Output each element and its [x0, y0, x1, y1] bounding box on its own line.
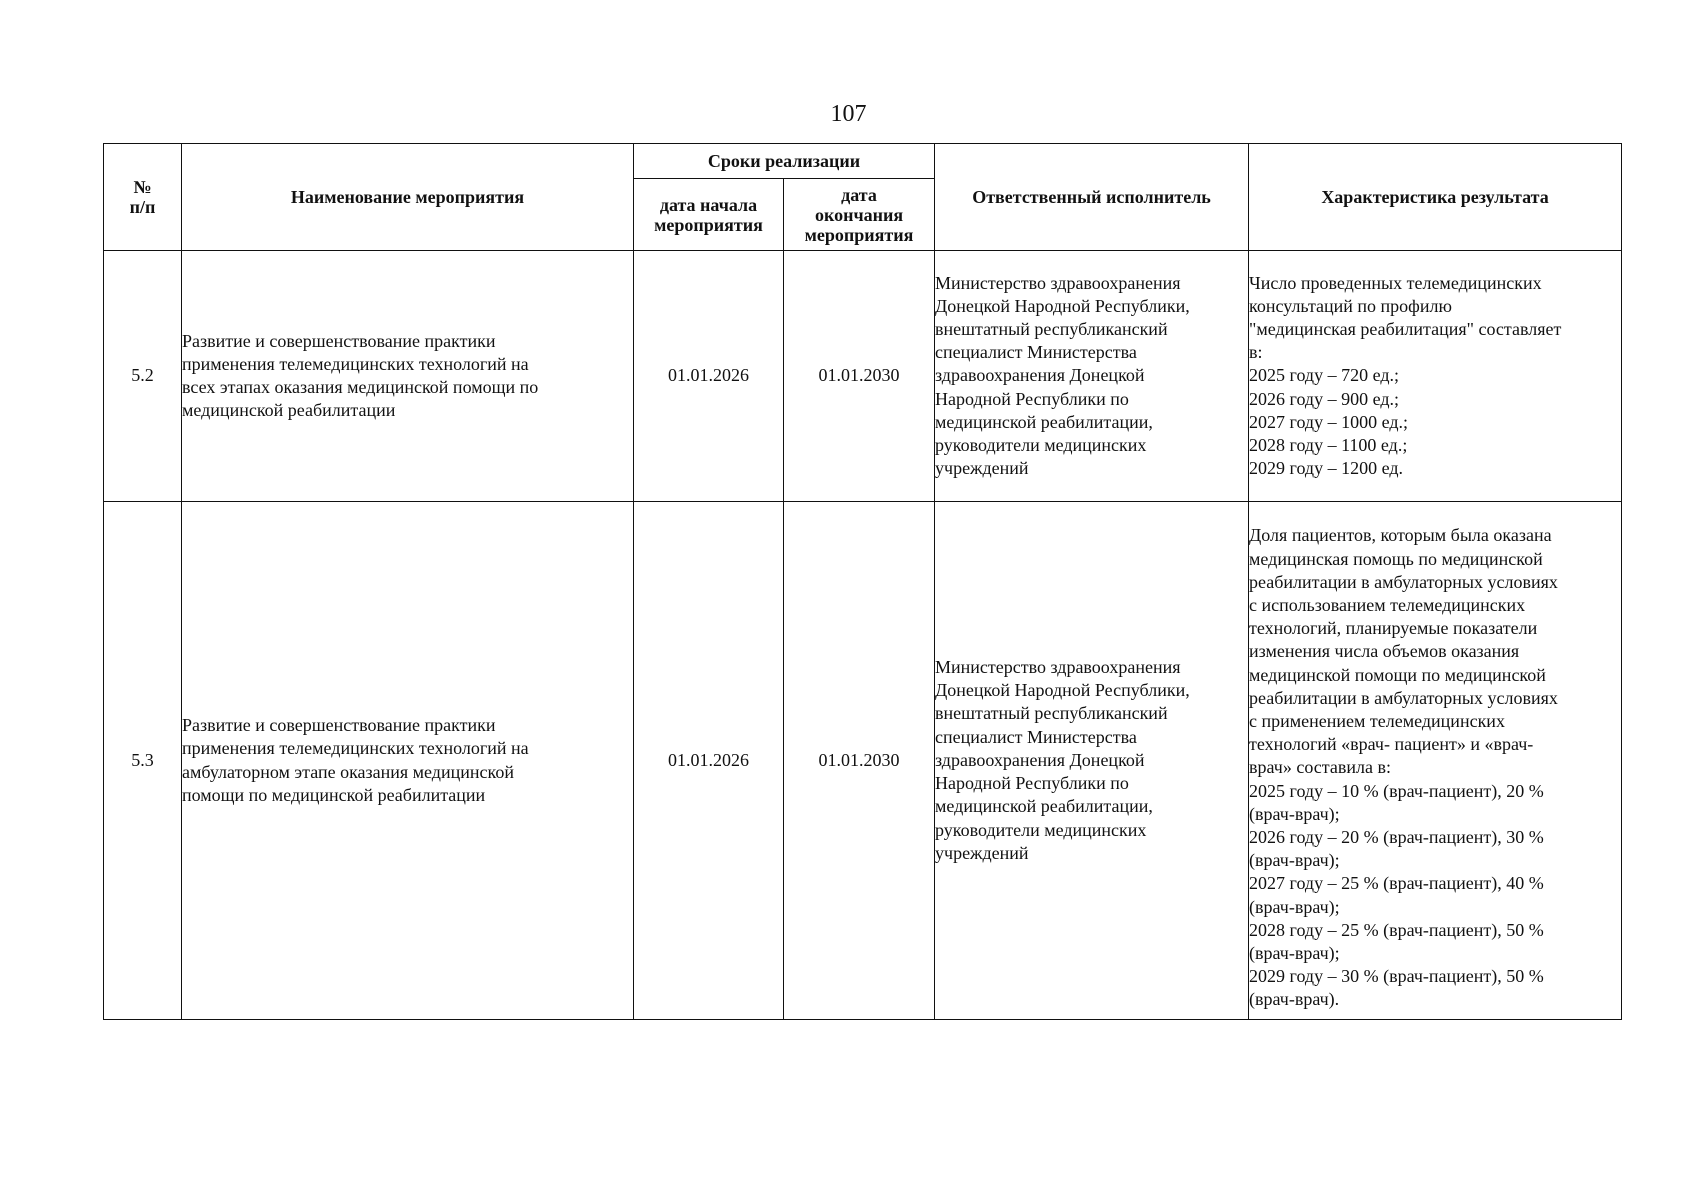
activity-name-line: применения телемедицинских технологий на — [182, 738, 529, 759]
result-line: технологий «врач- пациент» и «врач- — [1249, 734, 1534, 755]
responsible-line: руководители медицинских — [935, 819, 1147, 840]
result-line: "медицинская реабилитация" составляет — [1249, 318, 1562, 339]
start-date: 01.01.2026 — [634, 251, 784, 502]
responsible-line: Министерство здравоохранения — [935, 272, 1181, 293]
result-line: в: — [1249, 342, 1263, 363]
activity-name — [182, 502, 634, 1020]
header-row-1 — [104, 144, 1622, 179]
result-line: Число проведенных телемедицинских — [1249, 272, 1542, 293]
result-line: 2029 году – 1200 ед. — [1249, 458, 1403, 479]
result-line: 2025 году – 720 ед.; — [1249, 365, 1400, 386]
header-end-date-line: дата — [841, 184, 877, 205]
header-start-date-line: дата начала — [659, 194, 758, 215]
responsible-executor — [935, 251, 1249, 502]
result-line: (врач-врач); — [1249, 896, 1340, 917]
responsible-line: специалист Министерства — [935, 726, 1137, 747]
result-line: реабилитации в амбулаторных условиях — [1249, 571, 1558, 592]
activities-table — [103, 143, 1622, 1020]
result-line: (врач-врач); — [1249, 943, 1340, 964]
responsible-executor — [935, 502, 1249, 1020]
responsible-line: Министерство здравоохранения — [935, 657, 1181, 678]
result-line: с применением телемедицинских — [1249, 710, 1505, 731]
header-activity-name: Наименование мероприятия — [182, 144, 634, 251]
responsible-line: руководители медицинских — [935, 435, 1147, 455]
header-end-date-line: мероприятия — [804, 224, 914, 245]
responsible-line: медицинской реабилитации, — [935, 411, 1153, 432]
responsible-line: медицинской реабилитации, — [935, 796, 1153, 817]
responsible-line: специалист Министерства — [935, 342, 1137, 363]
activity-name-line: Развитие и совершенствование практики — [182, 330, 496, 351]
result-line: технологий, планируемые показатели — [1249, 618, 1538, 639]
result-line: 2028 году – 1100 ед.; — [1249, 435, 1408, 455]
activity-name-line: Развитие и совершенствование практики — [182, 715, 496, 736]
start-date: 01.01.2026 — [634, 502, 784, 1020]
result-line: с использованием телемедицинских — [1249, 594, 1526, 615]
responsible-line: внештатный республиканский — [935, 318, 1168, 339]
result-line: (врач-врач). — [1249, 989, 1340, 1010]
header-implementation-terms: Сроки реализации — [634, 144, 935, 179]
activity-name-line: всех этапах оказания медицинской помощи по — [182, 377, 539, 397]
result-line: медицинской помощи по медицинской — [1249, 664, 1546, 685]
activity-name-line: применения телемедицинских технологий на — [182, 353, 529, 374]
responsible-line: учреждений — [935, 842, 1029, 863]
table-row — [104, 502, 1622, 1020]
activity-name-line: амбулаторном этапе оказания медицинской — [182, 761, 514, 782]
table-row — [104, 251, 1622, 502]
end-date: 01.01.2030 — [784, 251, 935, 502]
result-line: изменения числа объемов оказания — [1249, 641, 1520, 662]
end-date: 01.01.2030 — [784, 502, 935, 1020]
header-end-date-line: окончания — [814, 204, 904, 225]
header-end-date — [784, 179, 935, 251]
result-line: реабилитации в амбулаторных условиях — [1249, 687, 1558, 708]
row-number: 5.2 — [104, 251, 182, 502]
result-line: 2029 году – 30 % (врач-пациент), 50 % — [1249, 966, 1544, 987]
header-number — [104, 144, 182, 251]
result-characteristic — [1249, 502, 1622, 1020]
page-number: 107 — [830, 101, 867, 127]
result-line: врач» составила в: — [1249, 757, 1391, 778]
result-line: 2027 году – 1000 ед.; — [1249, 411, 1409, 432]
result-characteristic — [1249, 251, 1622, 502]
result-line: 2027 году – 25 % (врач-пациент), 40 % — [1249, 873, 1544, 894]
result-line: Доля пациентов, которым была оказана — [1249, 525, 1552, 546]
responsible-line: Донецкой Народной Республики, — [935, 295, 1190, 316]
header-number-line: п/п — [129, 197, 156, 217]
result-line: (врач-врач); — [1249, 803, 1340, 824]
responsible-line: здравоохранения Донецкой — [935, 749, 1145, 770]
responsible-line: внештатный республиканский — [935, 703, 1168, 724]
result-line: 2028 году – 25 % (врач-пациент), 50 % — [1249, 919, 1544, 940]
header-responsible: Ответственный исполнитель — [935, 144, 1249, 251]
result-line: 2026 году – 20 % (врач-пациент), 30 % — [1249, 827, 1544, 847]
result-line: (врач-врач); — [1249, 850, 1340, 871]
responsible-line: Донецкой Народной Республики, — [935, 680, 1190, 701]
row-number: 5.3 — [104, 502, 182, 1020]
activity-name — [182, 251, 634, 502]
responsible-line: Народной Республики по — [935, 773, 1129, 794]
result-line: 2026 году – 900 ед.; — [1249, 388, 1400, 409]
activity-name-line: помощи по медицинской реабилитации — [182, 784, 486, 805]
header-start-date-line: мероприятия — [654, 214, 763, 235]
header-start-date — [634, 179, 784, 251]
responsible-line: здравоохранения Донецкой — [935, 365, 1145, 386]
result-line: 2025 году – 10 % (врач-пациент), 20 % — [1249, 780, 1544, 801]
result-line: медицинская помощь по медицинской — [1249, 548, 1543, 569]
header-result: Характеристика результата — [1249, 144, 1622, 251]
responsible-line: Народной Республики по — [935, 388, 1129, 409]
result-line: консультаций по профилю — [1249, 295, 1452, 316]
header-number-line: № — [133, 177, 152, 197]
activity-name-line: медицинской реабилитации — [182, 400, 396, 421]
responsible-line: учреждений — [935, 458, 1029, 479]
